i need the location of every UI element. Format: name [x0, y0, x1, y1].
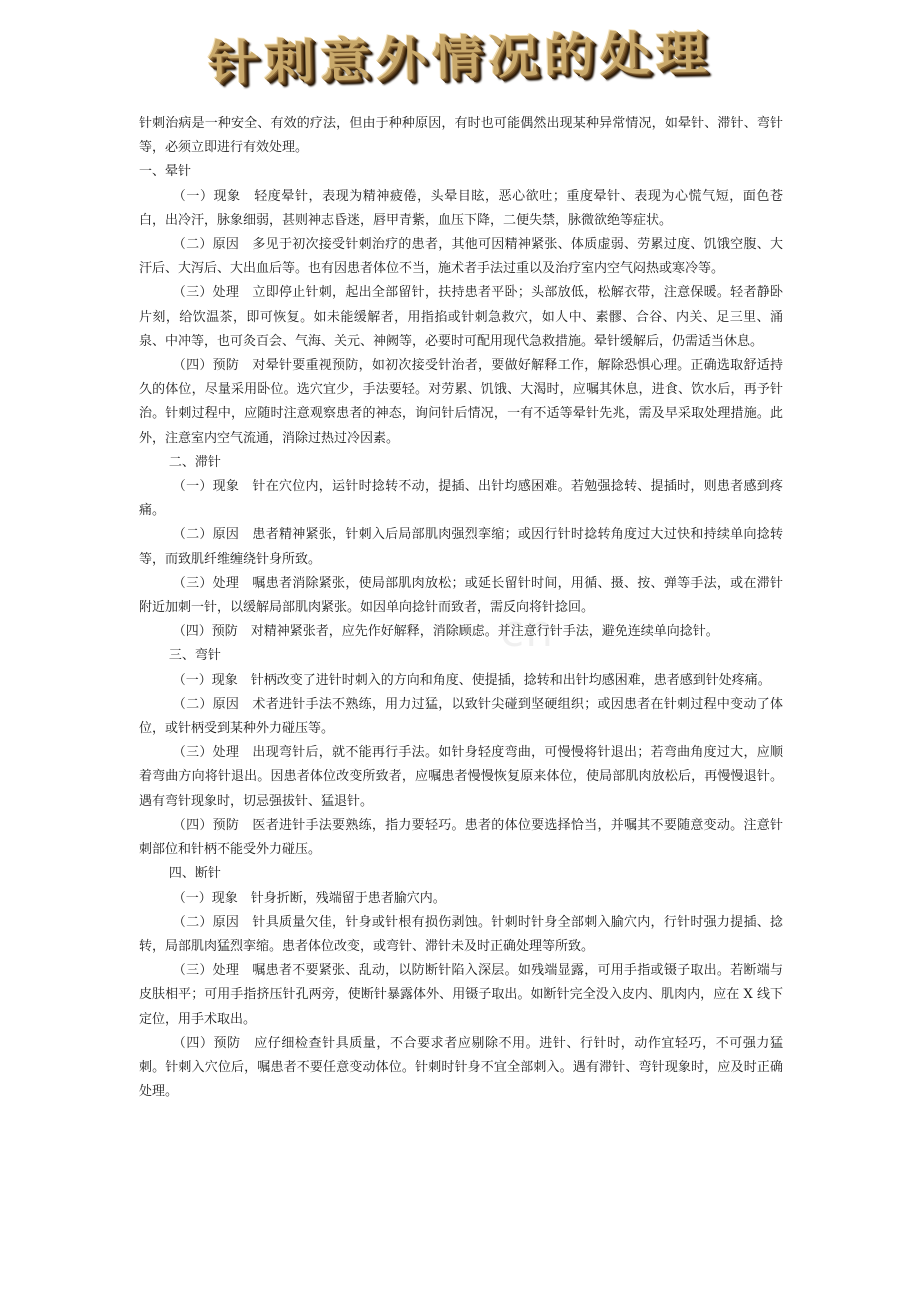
section-heading-broken-needle: 四、断针: [168, 866, 221, 882]
watermark: cn: [500, 606, 555, 657]
paragraph: （一）现象 针身折断，残端留于患者腧穴内。: [172, 890, 446, 906]
paragraph: （二）原因 针具质量欠佳，针身或针根有损伤剥蚀。针刺时针身全部刺入腧穴内，行针时强力提插、捻转，局部肌肉猛烈挛缩。患者体位改变，或弯针、滞针未及时正确处理等所致。: [139, 914, 783, 954]
paragraph: （二）原因 多见于初次接受针刺治疗的患者，其他可因精神紧张、体质虚弱、劳累过度、饥饿空腹、大汗后、大泻后、大出血后等。也有因患者体位不当，施术者手法过重以及治疗室内空气闷热或寒冷等。: [139, 237, 783, 277]
paragraph: （三）处理 出现弯针后，就不能再行手法。如针身轻度弯曲，可慢慢将针退出；若弯曲角度过大，应顺着弯曲方向将针退出。因患者体位改变所致者，应嘱患者慢慢恢复原来体位，使局部肌肉放松后，再慢慢退针。遇有弯针现象时，切忌强拔针、猛退针。: [139, 745, 783, 809]
section-heading-fainting: 一、晕针: [139, 164, 192, 180]
paragraph: （四）预防 对晕针要重视预防，如初次接受针治者，要做好解释工作，解除恐惧心理。正确选取舒适持久的体位，尽量采用卧位。选穴宜少，手法要轻。对劳累、饥饿、大渴时，应嘱其休息，进食、饮水后，再予针治。针刺过程中，应随时注意观察患者的神态，询问针后情况，一有不适等晕针先兆，需及早采取处理措施。此外，注意室内空气流通，消除过热过冷因素。: [139, 358, 783, 446]
section-heading-stuck-needle: 二、滞针: [168, 454, 221, 470]
paragraph: （一）现象 轻度晕针，表现为精神疲倦，头晕目眩，恶心欲吐；重度晕针、表现为心慌气短，面色苍白，出冷汗，脉象细弱，甚则神志昏迷，唇甲青紫，血压下降，二便失禁，脉微欲绝等症状。: [139, 188, 783, 228]
paragraph: （三）处理 嘱患者不要紧张、乱动，以防断针陷入深层。如残端显露，可用手指或镊子取出。若断端与皮肤相平；可用手指挤压针孔两旁，使断针暴露体外、用镊子取出。如断针完全没入皮内、肌肉内，应在 X 线下定位，用手术取出。: [139, 963, 783, 1027]
page-title: 针刺意外情况的处理: [207, 25, 713, 91]
paragraph: （三）处理 立即停止针刺，起出全部留针，扶持患者平卧；头部放低，松解衣带，注意保暖。轻者静卧片刻，给饮温茶，即可恢复。如未能缓解者，用指掐或针刺急救穴，如人中、素髎、合谷、内关、足三里、涌泉、中冲等，也可灸百会、气海、关元、神阙等，必要时可配用现代急救措施。晕针缓解后，仍需适当休息。: [139, 285, 783, 349]
paragraph: （四）预防 对精神紧张者，应先作好解释，消除顾虑。并注意行针手法，避免连续单向捻针。: [172, 624, 719, 640]
title-banner: [0, 22, 920, 98]
section-heading-bent-needle: 三、弯针: [168, 648, 221, 664]
paragraph: （一）现象 针柄改变了进针时刺入的方向和角度、使提插，捻转和出针均感困难，患者感到针处疼痛。: [172, 672, 771, 688]
paragraph: （二）原因 术者进针手法不熟练，用力过猛，以致针尖碰到坚硬组织；或因患者在针刺过程中变动了体位，或针柄受到某种外力碰压等。: [139, 696, 783, 737]
paragraph: （四）预防 应仔细检查针具质量，不合要求者应剔除不用。进针、行针时，动作宜轻巧，不可强力猛刺。针刺入穴位后，嘱患者不要任意变动体位。针刺时针身不宜全部刺入。遇有滞针、弯针现象时，应及时正确处理。: [139, 1035, 783, 1100]
paragraph: （四）预防 医者进针手法要熟练，指力要轻巧。患者的体位要选择恰当，并嘱其不要随意变动。注意针刺部位和针柄不能受外力碰压。: [139, 817, 783, 858]
paragraph: （二）原因 患者精神紧张，针刺入后局部肌肉强烈挛缩；或因行针时捻转角度过大过快和持续单向捻转等，而致肌纤维缠绕针身所致。: [139, 527, 783, 567]
paragraph: （一）现象 针在穴位内，运针时捻转不动，提插、出针均感困难。若勉强捻转、提插时，则患者感到疼痛。: [139, 479, 783, 519]
intro-paragraph: 针刺治病是一种安全、有效的疗法，但由于种种原因，有时也可能偶然出现某种异常情况，如晕针、滞针、弯针等，必须立即进行有效处理。: [139, 116, 783, 156]
document-body: [139, 112, 783, 1104]
paragraph: （三）处理 嘱患者消除紧张，使局部肌肉放松；或延长留针时间，用循、摄、按、弹等手法，或在滞针附近加刺一针，以缓解局部肌肉紧张。如因单向捻针而致者，需反向将针捻回。: [139, 575, 783, 616]
